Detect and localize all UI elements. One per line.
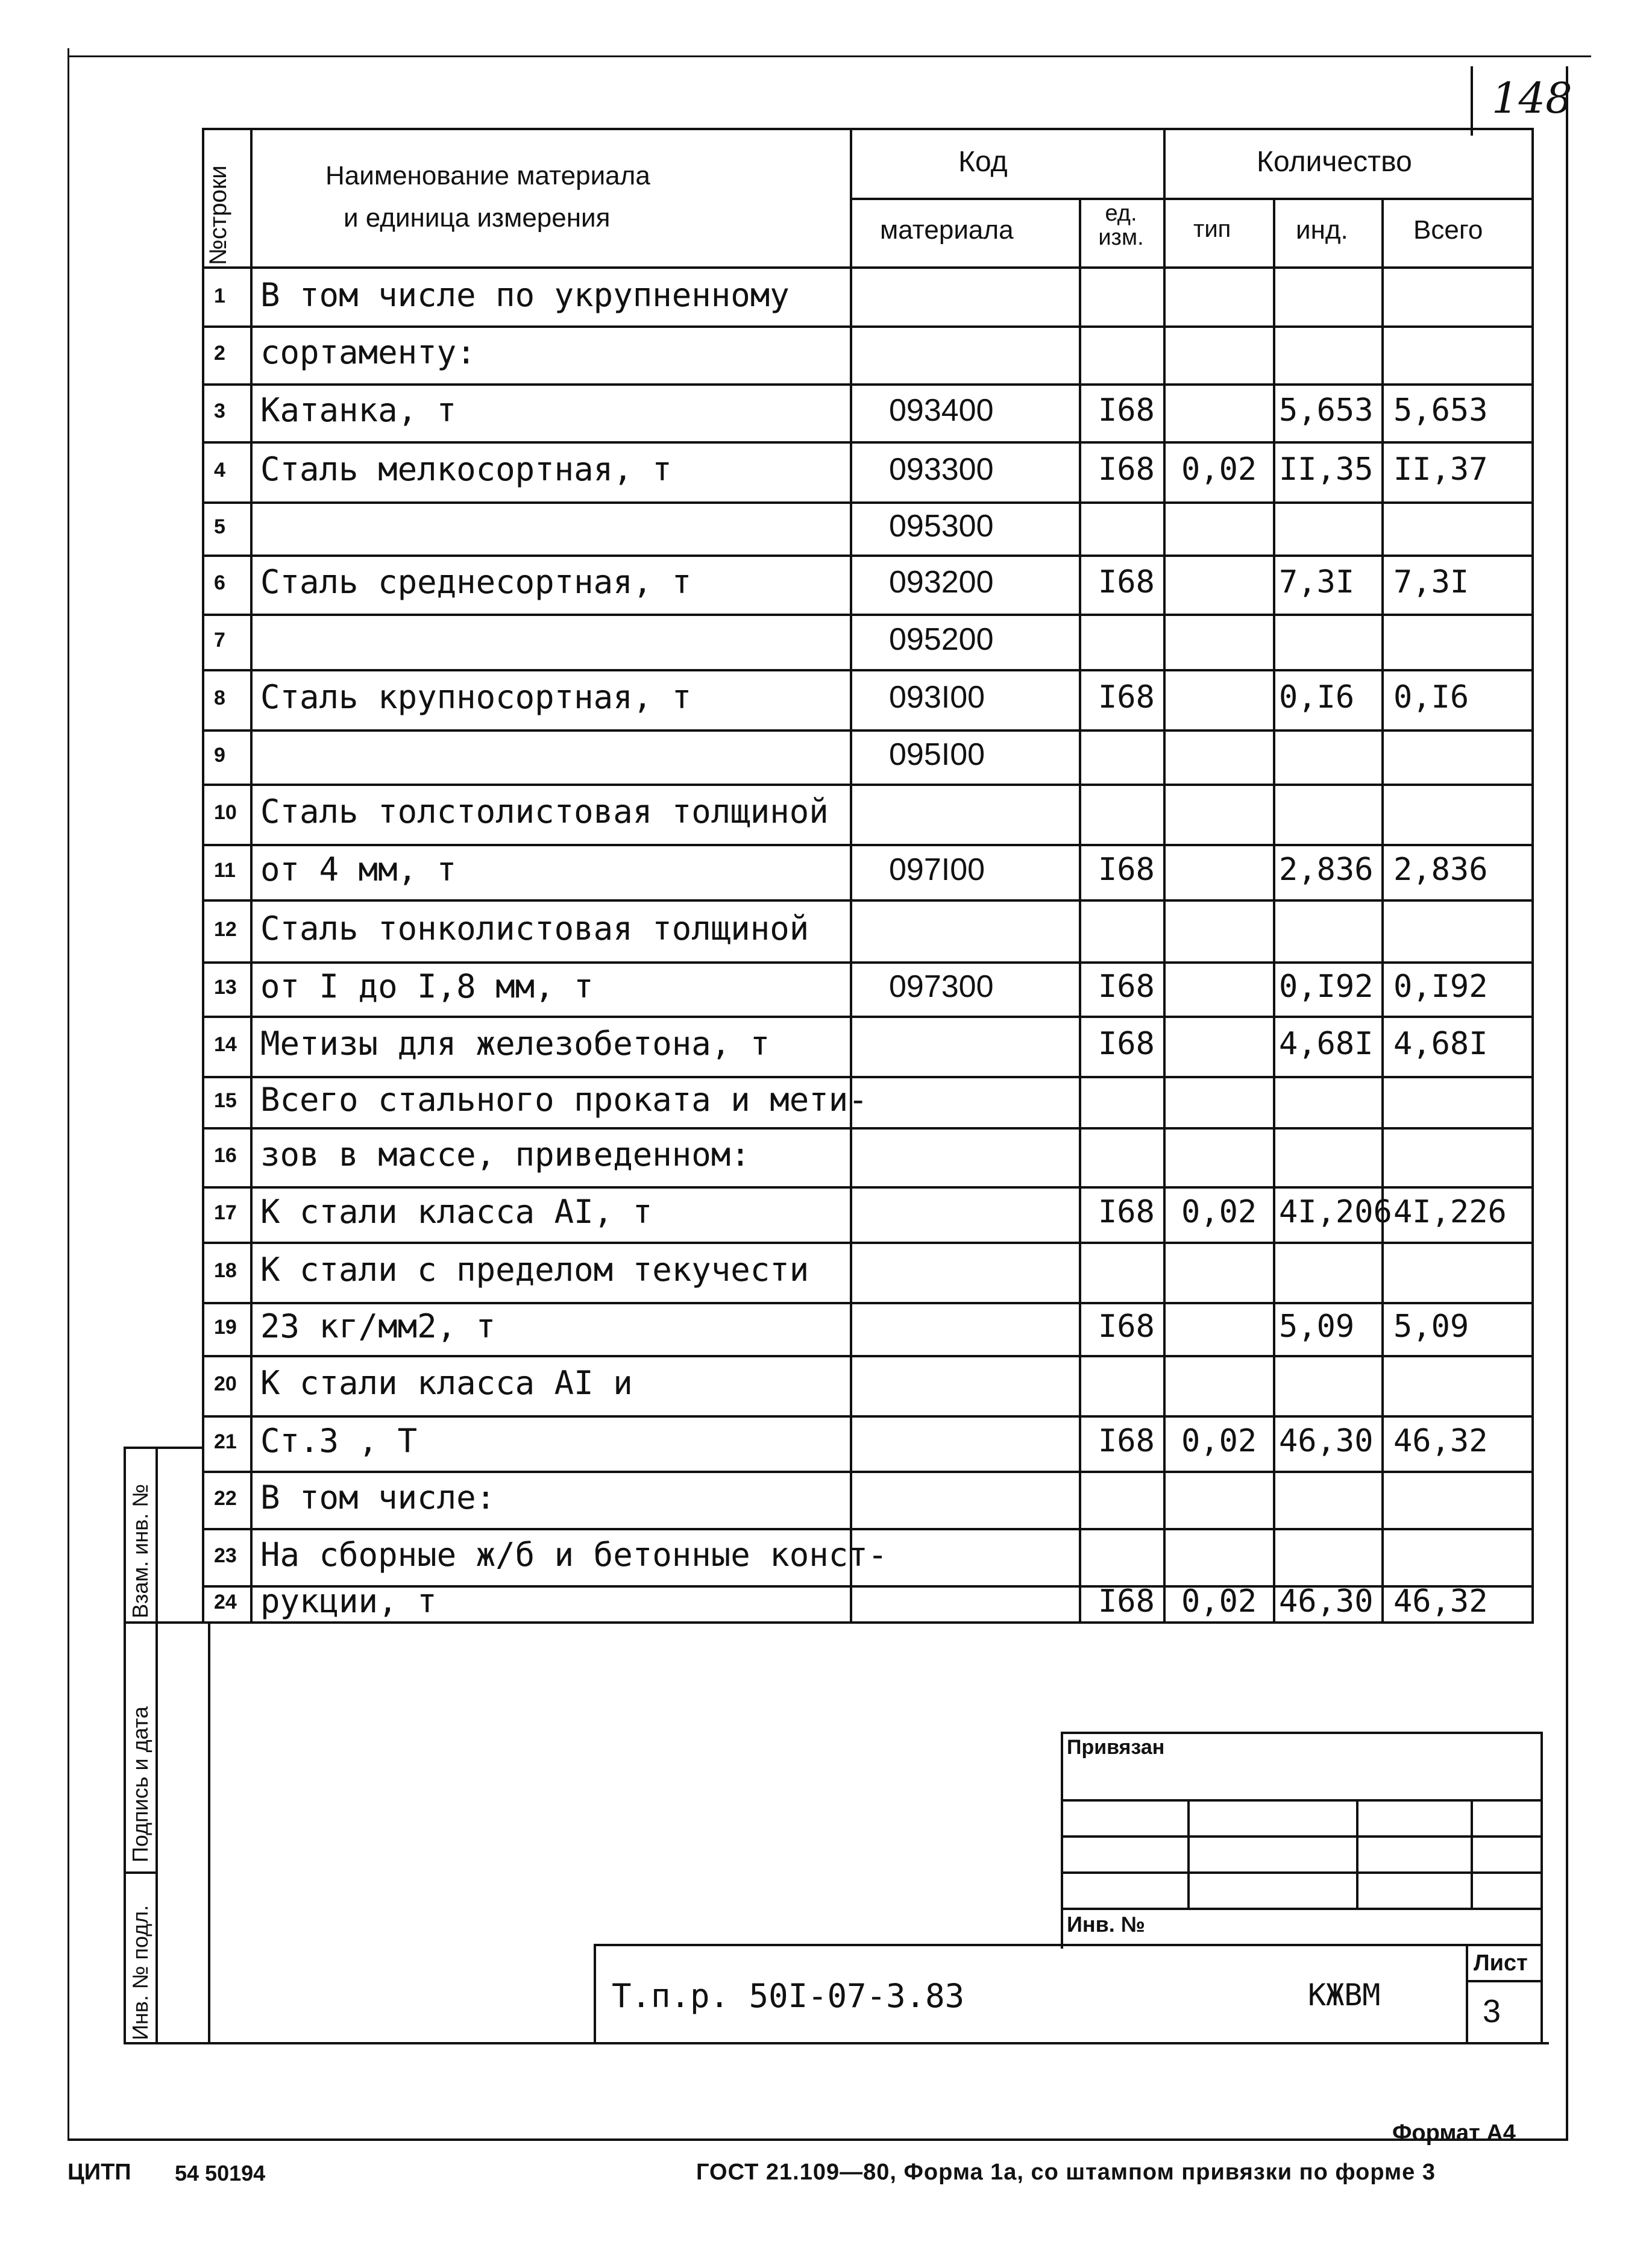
material-name: В том числе: bbox=[260, 1478, 496, 1516]
material-name: В том числе по укрупненному bbox=[260, 276, 790, 315]
row-number: 24 bbox=[214, 1591, 237, 1614]
material-code: 093I00 bbox=[889, 680, 985, 715]
footer-left2: 54 50194 bbox=[175, 2161, 266, 2185]
row-number: 7 bbox=[214, 629, 225, 652]
unit-code: I68 bbox=[1098, 969, 1155, 1005]
qty-total: 46,32 bbox=[1393, 1583, 1488, 1620]
row-number: 8 bbox=[214, 687, 225, 710]
material-code: 093200 bbox=[889, 565, 994, 600]
qty-ind: 0,I6 bbox=[1279, 679, 1355, 716]
qty-typ: 0,02 bbox=[1181, 451, 1257, 488]
header-code-unit: ед. изм. bbox=[1098, 201, 1144, 250]
header-qty-typ: тип bbox=[1193, 216, 1231, 242]
row-number: 10 bbox=[214, 801, 237, 825]
unit-code: I68 bbox=[1098, 1309, 1155, 1345]
stamp-sheet-number: 3 bbox=[1483, 1993, 1501, 2029]
material-name: 23 кг/мм2, т bbox=[260, 1307, 496, 1346]
footer-format: Формат А4 bbox=[1392, 2120, 1516, 2146]
row-number: 3 bbox=[214, 400, 225, 423]
qty-total: 7,3I bbox=[1393, 564, 1469, 601]
material-code: 097300 bbox=[889, 969, 994, 1005]
qty-ind: 5,653 bbox=[1279, 392, 1374, 429]
material-code: 095I00 bbox=[889, 737, 985, 773]
row-number: 23 bbox=[214, 1544, 237, 1567]
stamp-designation: Т.п.р. 50I-07-3.83 bbox=[612, 1977, 965, 2015]
row-number: 20 bbox=[214, 1372, 237, 1396]
material-name: зов в массе, приведенном: bbox=[260, 1136, 750, 1174]
material-name: Сталь тонколистовая толщиной bbox=[260, 909, 809, 947]
row-number: 17 bbox=[214, 1201, 237, 1225]
material-code: 097I00 bbox=[889, 852, 985, 888]
material-name: Сталь среднесортная, т bbox=[260, 563, 692, 602]
row-number: 1 bbox=[214, 284, 225, 308]
qty-total: 0,I92 bbox=[1393, 969, 1488, 1005]
material-name: Сталь крупносортная, т bbox=[260, 678, 692, 717]
header-quantity: Количество bbox=[1257, 146, 1412, 178]
material-name: К стали класса AI, т bbox=[260, 1193, 653, 1231]
row-number: 4 bbox=[214, 459, 225, 482]
material-name: Сталь толстолистовая толщиной bbox=[260, 793, 829, 831]
qty-total: 4I,226 bbox=[1393, 1194, 1507, 1231]
header-code-material: материала bbox=[880, 215, 1014, 245]
header-qty-total: Всего bbox=[1413, 215, 1483, 245]
side-label-podpis: Подпись и дата bbox=[128, 1706, 152, 1862]
qty-ind: 5,09 bbox=[1279, 1309, 1355, 1345]
row-number: 5 bbox=[214, 515, 225, 539]
row-number: 6 bbox=[214, 571, 225, 595]
qty-total: 0,I6 bbox=[1393, 679, 1469, 716]
qty-total: 2,836 bbox=[1393, 852, 1488, 888]
material-name: сортаменту: bbox=[260, 333, 476, 372]
qty-total: 5,09 bbox=[1393, 1309, 1469, 1345]
material-name: Метизы для железобетона, т bbox=[260, 1025, 770, 1063]
row-number: 19 bbox=[214, 1316, 237, 1339]
header-name-line1: Наименование материала bbox=[325, 161, 650, 190]
stamp-inv-no: Инв. № bbox=[1067, 1912, 1145, 1937]
qty-typ: 0,02 bbox=[1181, 1583, 1257, 1620]
qty-ind: 4I,206 bbox=[1279, 1194, 1392, 1231]
material-name: Сталь мелкосортная, т bbox=[260, 450, 672, 489]
qty-ind: 4,68I bbox=[1279, 1026, 1374, 1063]
qty-ind: 7,3I bbox=[1279, 564, 1355, 601]
material-code: 095200 bbox=[889, 622, 994, 658]
footer-left1: ЦИТП bbox=[68, 2160, 131, 2185]
row-number: 16 bbox=[214, 1144, 237, 1167]
material-name: Всего стального проката и мети- bbox=[260, 1080, 868, 1119]
unit-code: I68 bbox=[1098, 679, 1155, 716]
row-number: 15 bbox=[214, 1089, 237, 1112]
material-name: рукции, т bbox=[260, 1582, 437, 1621]
bottom-frame-line bbox=[68, 2138, 1568, 2141]
row-number: 11 bbox=[214, 859, 236, 882]
unit-code: I68 bbox=[1098, 1583, 1155, 1620]
material-code: 093400 bbox=[889, 393, 994, 429]
qty-total: II,37 bbox=[1393, 451, 1488, 488]
material-name: от I до I,8 мм, т bbox=[260, 967, 594, 1006]
qty-ind: 46,30 bbox=[1279, 1423, 1374, 1460]
page-number: 148 bbox=[1492, 74, 1572, 123]
unit-code: I68 bbox=[1098, 852, 1155, 888]
header-row-number: №строки bbox=[205, 165, 231, 265]
unit-code: I68 bbox=[1098, 451, 1155, 488]
qty-total: 46,32 bbox=[1393, 1423, 1488, 1460]
qty-typ: 0,02 bbox=[1181, 1194, 1257, 1231]
qty-total: 4,68I bbox=[1393, 1026, 1488, 1063]
material-name: К стали с пределом текучести bbox=[260, 1251, 809, 1289]
qty-ind: 2,836 bbox=[1279, 852, 1374, 888]
row-number: 21 bbox=[214, 1430, 237, 1454]
unit-code: I68 bbox=[1098, 1026, 1155, 1063]
row-number: 9 bbox=[214, 744, 225, 767]
stamp-code: КЖВМ bbox=[1308, 1978, 1381, 2013]
material-name: На сборные ж/б и бетонные конст- bbox=[260, 1535, 888, 1574]
qty-typ: 0,02 bbox=[1181, 1423, 1257, 1460]
material-name: от 4 мм, т bbox=[260, 850, 457, 889]
unit-code: I68 bbox=[1098, 1194, 1155, 1231]
stamp-sheet-label: Лист bbox=[1474, 1950, 1528, 1976]
header-code: Код bbox=[958, 146, 1008, 178]
header-name-line2: и единица измерения bbox=[344, 203, 611, 233]
row-number: 18 bbox=[214, 1259, 237, 1283]
footer-gost: ГОСТ 21.109—80, Форма 1а, со штампом привязки по форме 3 bbox=[696, 2160, 1436, 2185]
qty-ind: 46,30 bbox=[1279, 1583, 1374, 1620]
unit-code: I68 bbox=[1098, 392, 1155, 429]
header-qty-ind: инд. bbox=[1296, 215, 1348, 245]
side-label-vzam: Взам. инв. № bbox=[128, 1483, 152, 1618]
material-name: Ст.3 , Т bbox=[260, 1422, 418, 1460]
qty-total: 5,653 bbox=[1393, 392, 1488, 429]
row-number: 12 bbox=[214, 917, 237, 941]
unit-code: I68 bbox=[1098, 1423, 1155, 1460]
row-number: 2 bbox=[214, 342, 225, 365]
qty-ind: 0,I92 bbox=[1279, 969, 1374, 1005]
stamp-privyazan: Привязан bbox=[1067, 1736, 1165, 1759]
material-name: К стали класса AI и bbox=[260, 1364, 633, 1403]
row-number: 13 bbox=[214, 976, 237, 999]
qty-ind: II,35 bbox=[1279, 451, 1374, 488]
material-name: Катанка, т bbox=[260, 391, 457, 430]
material-code: 093300 bbox=[889, 452, 994, 488]
material-code: 095300 bbox=[889, 509, 994, 544]
row-number: 22 bbox=[214, 1486, 237, 1510]
unit-code: I68 bbox=[1098, 564, 1155, 601]
row-number: 14 bbox=[214, 1033, 237, 1057]
side-label-inv-podl: Инв. № подл. bbox=[128, 1905, 152, 2040]
